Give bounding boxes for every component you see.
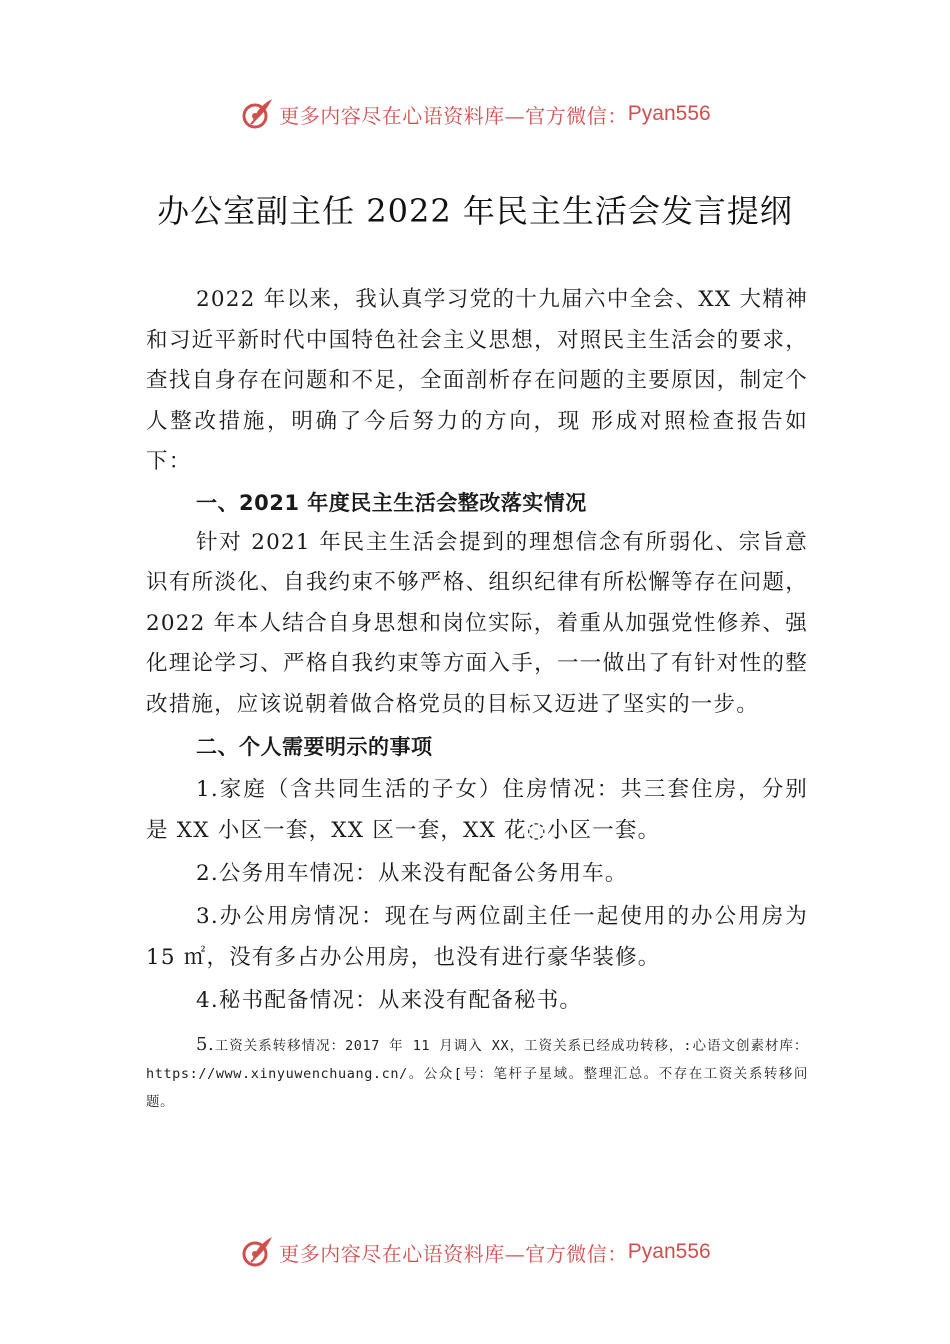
list-item-office: 3.办公用房情况：现在与两位副主任一起使用的办公用房为 15 ㎡，没有多占办公用房，也没有进行豪华装修。: [146, 904, 808, 970]
watermark-banner-top: [0, 94, 950, 134]
section2-heading: 二、个人需要明示的事项: [196, 735, 433, 759]
list-item-vehicle: 2.公务用车情况：从来没有配备公务用车。: [196, 861, 628, 886]
document-title: 办公室副主任 2022 年民主生活会发言提纲: [157, 192, 793, 230]
list-item-salary-text: 工资关系转移情况：2017 年 11 月调入 XX，工资关系已经成功转移，:心语文创素材库：https://www.xinyuwenchuang.cn/。公众[号：笔杆子星域。整理汇总。不存在工资关系转移问题。: [146, 1038, 808, 1110]
section1-heading: 一、2021 年度民主生活会整改落实情况: [196, 490, 587, 515]
quill-logo-icon: [239, 1234, 275, 1270]
watermark-code: Pyan556: [627, 102, 711, 125]
watermark-text: 更多内容尽在心语资料库—官方微信：: [279, 103, 628, 128]
list-item-housing: 1.家庭（含共同生活的子女）住房情况：共三套住房，分别是 XX 小区一套，XX 区一套，XX 花◌小区一套。: [146, 777, 808, 843]
list-item-secretary: 4.秘书配备情况：从来没有配备秘书。: [196, 988, 583, 1013]
intro-paragraph: 2022 年以来，我认真学习党的十九届六中全会、XX 大精神和习近平新时代中国特色社会主义思想，对照民主生活会的要求，查找自身存在问题和不足，全面剖析存在问题的主要原因，制定个人整改措施，明确了今后努力的方向，现 形成对照检查报告如下：: [146, 287, 808, 474]
list-item-salary-number: 5.: [196, 1034, 215, 1055]
watermark-banner-bottom: [0, 1232, 950, 1272]
section1-paragraph: 针对 2021 年民主生活会提到的理想信念有所弱化、宗旨意识有所淡化、自我约束不够严格、组织纪律有所松懈等存在问题，2022 年本人结合自身思想和岗位实际，着重从加强党性修养、强化理论学习、严格自我约束等方面入手，一一做出了有针对性的整改措施，应该说朝着做合格党员的目标又迈进了坚实的一步。: [146, 529, 808, 717]
watermark-text: 更多内容尽在心语资料库—官方微信：: [279, 1241, 628, 1266]
quill-logo-icon: [239, 96, 275, 132]
list-item-salary: [146, 1031, 808, 1116]
watermark-code: Pyan556: [627, 1240, 711, 1263]
document-body: [146, 280, 808, 1116]
